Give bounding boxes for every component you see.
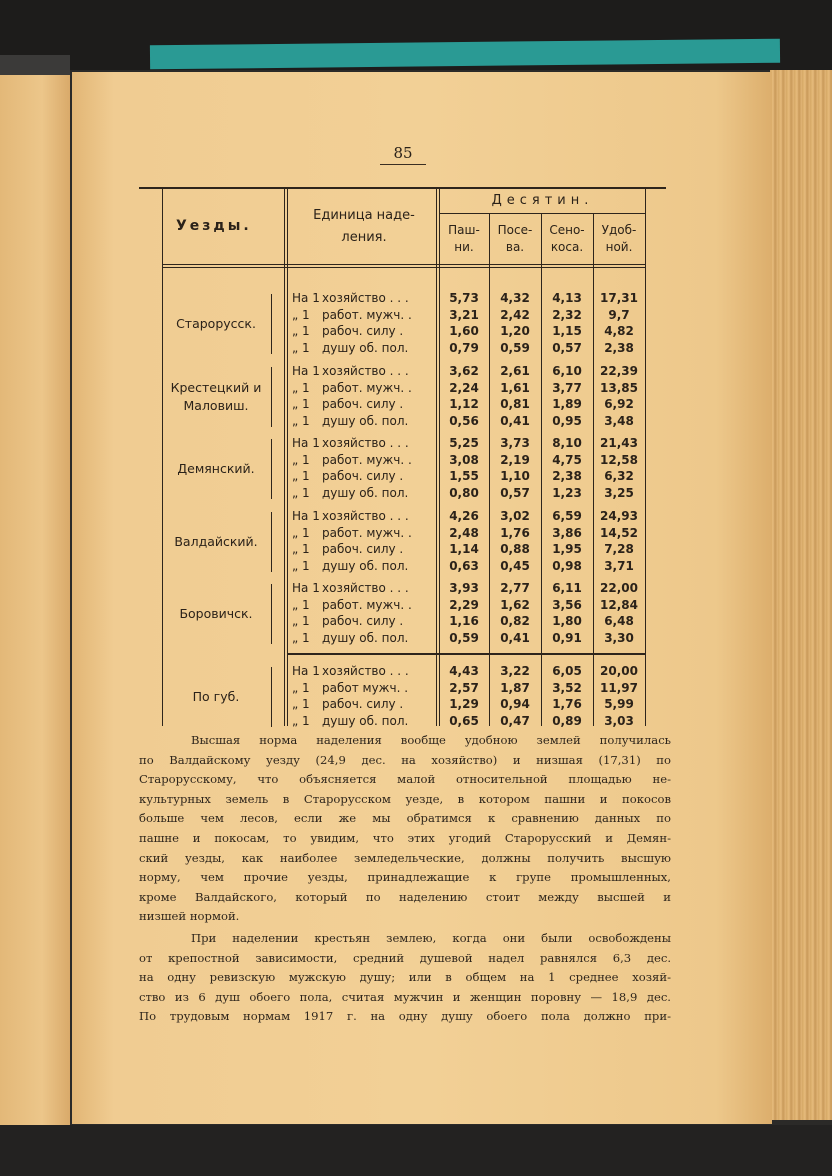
- table-cell: 0,80: [449, 485, 479, 500]
- vline-county: [162, 189, 163, 726]
- paragraph-2: [139, 929, 671, 1027]
- table-header-bottom-rule-2: [162, 267, 646, 268]
- row-unit-text: работ. мужч. .: [322, 452, 412, 467]
- header-desyatin: Десятин.: [491, 193, 594, 208]
- paragraph-1: [139, 731, 671, 927]
- table-cell: 3,62: [449, 364, 479, 378]
- table-cell: 1,14: [449, 542, 479, 556]
- table-cell: 4,82: [604, 324, 634, 338]
- header-col-1: [439, 222, 489, 256]
- table-cell: 4,32: [500, 291, 530, 305]
- text-line: на одну ревизскую мужскую душу; или в общем на 1 среднее хозяй-: [139, 970, 671, 985]
- header-col-line2: коса.: [550, 240, 584, 254]
- table-cell: 3,93: [449, 581, 479, 595]
- table-cell: 8,10: [552, 436, 582, 450]
- row-unit: [292, 598, 437, 613]
- county-bracket: [271, 367, 272, 427]
- header-unit-line2: ления.: [341, 230, 387, 245]
- table-cell: 0,63: [449, 558, 479, 573]
- table-cell: 0,79: [449, 340, 479, 355]
- table-cell: 5,99: [604, 697, 634, 711]
- row-unit: [292, 486, 437, 501]
- table-cell: 1,20: [500, 324, 530, 338]
- table-cell: 14,52: [600, 525, 638, 540]
- text-line: больше чем лесов, если же мы обратимся к сравнению данных по: [139, 811, 671, 826]
- table-cell: 1,76: [500, 525, 530, 540]
- table-cell: 3,22: [500, 664, 530, 678]
- row-unit-prefix: „ 1: [292, 324, 310, 338]
- county-bracket: [271, 512, 272, 572]
- row-unit-text: рабоч. силу .: [322, 397, 404, 411]
- text-line: от крепостной зависимости, средний душевой надел равнялся 6,3 дес.: [139, 950, 671, 965]
- page-number: 85: [380, 144, 426, 165]
- header-unit: [294, 205, 434, 249]
- header-col-line1: Паш-: [448, 223, 480, 237]
- row-unit: [292, 453, 437, 468]
- table-cell: 17,31: [600, 291, 638, 305]
- row-unit-text: рабоч. силу .: [322, 469, 404, 483]
- table-cell: 3,25: [604, 485, 634, 500]
- table-cell: 3,86: [552, 525, 582, 540]
- table-cell: 1,16: [449, 614, 479, 628]
- table-cell: 3,73: [500, 436, 530, 450]
- header-col-3: [542, 222, 592, 256]
- row-unit-prefix: „ 1: [292, 485, 310, 500]
- table-cell: 1,76: [552, 697, 582, 711]
- table-cell: 1,55: [449, 469, 479, 483]
- table-cell: 0,59: [449, 630, 479, 645]
- table-header-bottom-rule: [162, 264, 646, 265]
- row-unit-prefix: „ 1: [292, 380, 310, 395]
- row-unit: [292, 291, 437, 306]
- table-cell: 5,73: [449, 291, 479, 305]
- table-cell: 1,23: [552, 485, 582, 500]
- table-cell: 12,58: [600, 452, 638, 467]
- table-cell: 2,61: [500, 364, 530, 378]
- county-name-line: Боровичск.: [179, 606, 253, 621]
- row-unit-text: хозяйство . . .: [322, 664, 409, 678]
- row-unit-prefix: „ 1: [292, 525, 310, 540]
- text-line: Высшая норма наделения вообще удобною землей получилась: [191, 733, 671, 747]
- table-cell: 0,65: [449, 713, 479, 728]
- table-cell: 21,43: [600, 436, 638, 450]
- table-cell: 3,77: [552, 380, 582, 395]
- total-separator-rule: [288, 653, 645, 655]
- row-unit-prefix: „ 1: [292, 597, 310, 612]
- table-cell: 1,60: [449, 324, 479, 338]
- header-col-line2: ва.: [505, 240, 525, 254]
- row-unit-prefix: „ 1: [292, 397, 310, 411]
- row-unit: [292, 714, 437, 729]
- table-cell: 2,32: [552, 307, 582, 322]
- table-cell: 24,93: [600, 509, 638, 523]
- row-unit-text: хозяйство . . .: [322, 436, 409, 450]
- row-unit: [292, 614, 437, 629]
- table-cell: 5,25: [449, 436, 479, 450]
- table-cell: 1,62: [500, 597, 530, 612]
- text-line: ство из 6 душ обоего пола, считая мужчин и женщин поровну — 18,9 дес.: [139, 989, 671, 1004]
- table-cell: 4,43: [449, 664, 479, 678]
- table-cell: 1,80: [552, 614, 582, 628]
- table-cell: 1,89: [552, 397, 582, 411]
- row-unit-text: рабоч. силу .: [322, 697, 404, 711]
- table-cell: 6,05: [552, 664, 582, 678]
- table-cell: 2,29: [449, 597, 479, 612]
- table-cell: 0,41: [500, 630, 530, 645]
- row-unit-text: хозяйство . . .: [322, 581, 409, 595]
- row-unit-text: рабоч. силу .: [322, 542, 404, 556]
- vline-unit-a: [284, 189, 285, 726]
- row-unit-prefix: „ 1: [292, 630, 310, 645]
- table-cell: 0,47: [500, 713, 530, 728]
- table-cell: 0,59: [500, 340, 530, 355]
- row-unit-prefix: На 1: [292, 581, 320, 595]
- row-unit: [292, 414, 437, 429]
- row-unit-text: душу об. пол.: [322, 485, 409, 500]
- header-col-line1: Посе-: [497, 223, 533, 237]
- row-unit-prefix: На 1: [292, 291, 320, 305]
- row-unit-text: душу об. пол.: [322, 340, 409, 355]
- header-county: Уезды.: [176, 218, 252, 234]
- county-name-line: Демянский.: [177, 461, 255, 476]
- table-cell: 4,26: [449, 509, 479, 523]
- row-unit-prefix: На 1: [292, 509, 320, 523]
- table-cell: 2,77: [500, 581, 530, 595]
- row-unit-text: работ. мужч. .: [322, 597, 412, 612]
- background-bottom: [0, 1125, 832, 1176]
- row-unit-prefix: „ 1: [292, 469, 310, 483]
- table-cell: 1,29: [449, 697, 479, 711]
- table-cell: 3,48: [604, 413, 634, 428]
- table-cell: 0,56: [449, 413, 479, 428]
- row-unit-prefix: На 1: [292, 436, 320, 450]
- table-cell: 7,28: [604, 542, 634, 556]
- row-unit: [292, 324, 437, 339]
- county-name: [164, 605, 268, 623]
- row-unit-prefix: „ 1: [292, 697, 310, 711]
- table-cell: 1,95: [552, 542, 582, 556]
- row-unit-text: хозяйство . . .: [322, 291, 409, 305]
- vline-unit-b: [287, 189, 288, 726]
- row-unit-text: душу об. пол.: [322, 713, 409, 728]
- table-cell: 1,87: [500, 680, 530, 695]
- county-name-line: Валдайский.: [174, 534, 258, 549]
- row-unit-prefix: „ 1: [292, 713, 310, 728]
- table-cell: 6,10: [552, 364, 582, 378]
- table-cell: 22,00: [600, 581, 638, 595]
- table-cell: 2,48: [449, 525, 479, 540]
- row-unit-prefix: „ 1: [292, 558, 310, 573]
- table-cell: 1,15: [552, 324, 582, 338]
- row-unit: [292, 397, 437, 412]
- row-unit-text: работ мужч. .: [322, 680, 409, 695]
- row-unit-prefix: „ 1: [292, 307, 310, 322]
- text-line: низшей нормой.: [139, 909, 240, 924]
- row-unit-prefix: „ 1: [292, 452, 310, 467]
- county-name: [164, 315, 268, 333]
- table-cell: 3,52: [552, 680, 582, 695]
- table-cell: 0,89: [552, 713, 582, 728]
- table-cell: 1,12: [449, 397, 479, 411]
- row-unit-prefix: „ 1: [292, 614, 310, 628]
- row-unit: [292, 664, 437, 679]
- text-line: по Валдайскому уезду (24,9 дес. на хозяйство) и низшая (17,31) по: [139, 752, 671, 767]
- table-cell: 6,32: [604, 469, 634, 483]
- header-col-line2: ни.: [454, 240, 474, 254]
- county-name-line: Старорусск.: [176, 316, 256, 331]
- table-cell: 4,75: [552, 452, 582, 467]
- row-unit: [292, 308, 437, 323]
- text-line: Старорусскому, что объясняется малой относительной площадью не-: [139, 772, 671, 787]
- county-name: [164, 688, 268, 706]
- table-top-rule: [139, 187, 666, 189]
- table-cell: 0,91: [552, 630, 582, 645]
- table-cell: 6,11: [552, 581, 582, 595]
- table-cell: 11,97: [600, 680, 638, 695]
- text-line: ский уезды, как наиболее земледельческие, должны получить высшую: [139, 850, 671, 865]
- table-cell: 3,03: [604, 713, 634, 728]
- table-cell: 2,19: [500, 452, 530, 467]
- table-cell: 2,57: [449, 680, 479, 695]
- county-bracket: [271, 667, 272, 727]
- table-cell: 1,61: [500, 380, 530, 395]
- table-cell: 2,24: [449, 380, 479, 395]
- row-unit: [292, 436, 437, 451]
- table-cell: 3,30: [604, 630, 634, 645]
- table-cell: 0,82: [500, 614, 530, 628]
- table-cell: 3,08: [449, 452, 479, 467]
- table-cell: 0,95: [552, 413, 582, 428]
- row-unit-text: душу об. пол.: [322, 413, 409, 428]
- row-unit-prefix: „ 1: [292, 542, 310, 556]
- county-bracket: [271, 294, 272, 354]
- table-cell: 3,02: [500, 509, 530, 523]
- row-unit-text: хозяйство . . .: [322, 364, 409, 378]
- header-col-2: [490, 222, 540, 256]
- row-unit-prefix: „ 1: [292, 340, 310, 355]
- table-cell: 0,57: [552, 340, 582, 355]
- row-unit-prefix: „ 1: [292, 413, 310, 428]
- row-unit: [292, 697, 437, 712]
- county-bracket: [271, 584, 272, 644]
- table-cell: 6,48: [604, 614, 634, 628]
- table-cell: 9,7: [608, 307, 630, 322]
- header-col-4: [594, 222, 644, 256]
- table-cell: 3,71: [604, 558, 634, 573]
- row-unit: [292, 559, 437, 574]
- row-unit: [292, 469, 437, 484]
- text-line: кроме Валдайского, который по наделению стоит между высшей и: [139, 889, 671, 904]
- row-unit-prefix: „ 1: [292, 680, 310, 695]
- row-unit: [292, 341, 437, 356]
- page-stack-edges: [770, 70, 832, 1120]
- table-cell: 12,84: [600, 597, 638, 612]
- row-unit: [292, 581, 437, 596]
- row-unit-text: работ. мужч. .: [322, 525, 412, 540]
- text-line: При наделении крестьян землею, когда они были освобождены: [191, 931, 671, 945]
- table-cell: 1,10: [500, 469, 530, 483]
- county-name-line: По губ.: [192, 689, 240, 704]
- table-cell: 0,88: [500, 542, 530, 556]
- table-cell: 0,81: [500, 397, 530, 411]
- row-unit-text: хозяйство . . .: [322, 509, 409, 523]
- table-cell: 13,85: [600, 380, 638, 395]
- row-unit-text: работ. мужч. .: [322, 380, 412, 395]
- desyatin-sub-rule: [440, 213, 646, 214]
- county-name: [164, 379, 268, 415]
- row-unit-text: рабоч. силу .: [322, 324, 404, 338]
- table-cell: 3,56: [552, 597, 582, 612]
- row-unit-text: душу об. пол.: [322, 558, 409, 573]
- table-cell: 0,45: [500, 558, 530, 573]
- table-cell: 6,59: [552, 509, 582, 523]
- table-cell: 2,38: [604, 340, 634, 355]
- vline-right: [645, 189, 646, 726]
- header-unit-line1: Единица наде-: [313, 208, 415, 223]
- county-bracket: [271, 439, 272, 499]
- header-col-line2: ной.: [605, 240, 633, 254]
- row-unit: [292, 542, 437, 557]
- row-unit-prefix: На 1: [292, 364, 320, 378]
- row-unit: [292, 509, 437, 524]
- table-cell: 22,39: [600, 364, 638, 378]
- header-col-line1: Удоб-: [601, 223, 637, 237]
- table-cell: 0,94: [500, 697, 530, 711]
- table-cell: 6,92: [604, 397, 634, 411]
- county-name-line: Маловиш.: [183, 398, 249, 413]
- row-unit: [292, 381, 437, 396]
- header-col-line1: Сено-: [549, 223, 585, 237]
- table-cell: 2,38: [552, 469, 582, 483]
- table-cell: 2,42: [500, 307, 530, 322]
- county-name: [164, 533, 268, 551]
- text-line: По трудовым нормам 1917 г. на одну душу обоего пола должно при-: [139, 1009, 671, 1024]
- left-page-edge: [0, 75, 70, 1125]
- row-unit: [292, 364, 437, 379]
- text-line: пашне и покосам, то увидим, что этих угодий Старорусский и Демян-: [139, 830, 671, 845]
- row-unit-prefix: На 1: [292, 664, 320, 678]
- table-cell: 20,00: [600, 664, 638, 678]
- table-cell: 3,21: [449, 307, 479, 322]
- row-unit: [292, 681, 437, 696]
- table-cell: 0,98: [552, 558, 582, 573]
- row-unit-text: работ. мужч. .: [322, 307, 412, 322]
- row-unit-text: душу об. пол.: [322, 630, 409, 645]
- table-cell: 0,41: [500, 413, 530, 428]
- text-line: культурных земель в Старорусском уезде, в котором пашни и покосов: [139, 791, 671, 806]
- text-line: норму, чем прочие уезды, принадлежащие к групе промышленных,: [139, 870, 671, 885]
- row-unit-text: рабоч. силу .: [322, 614, 404, 628]
- row-unit: [292, 631, 437, 646]
- row-unit: [292, 526, 437, 541]
- table-cell: 0,57: [500, 485, 530, 500]
- county-name-line: Крестецкий и: [170, 380, 262, 395]
- table-cell: 4,13: [552, 291, 582, 305]
- county-name: [164, 460, 268, 478]
